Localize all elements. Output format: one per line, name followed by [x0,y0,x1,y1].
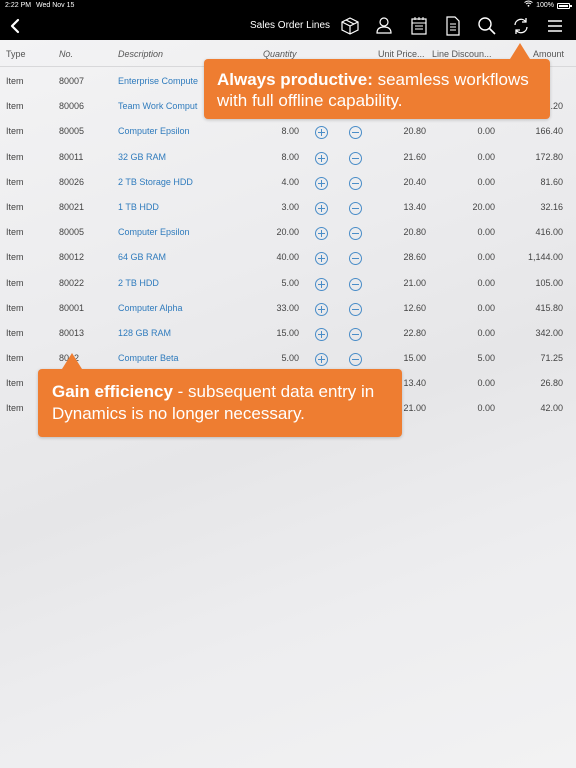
cell-line-discount: 0.00 [477,302,495,313]
cell-amount: 1,144.00 [527,252,563,263]
cell-no: 80011 [59,151,84,162]
table-row[interactable] [0,244,576,269]
menu-icon[interactable] [544,16,566,36]
table-row[interactable] [0,219,576,244]
cell-unit-price: 13.40 [403,201,426,212]
cell-type: Item [6,403,24,414]
plus-circle-icon[interactable] [315,177,328,190]
status-bar [0,0,576,12]
minus-circle-icon[interactable] [349,227,362,240]
cell-amount: 42.00 [540,403,563,414]
cell-type: Item [6,252,24,263]
col-quantity-header[interactable]: Quantity [263,49,297,59]
cell-description-link[interactable]: 64 GB RAM [118,252,167,263]
cell-line-discount: 0.00 [477,151,495,162]
cell-amount: 81.60 [540,176,563,187]
minus-circle-icon[interactable] [349,353,362,366]
sales-lines-table [0,68,576,421]
cell-quantity: 15.00 [276,327,299,338]
wifi-icon [524,0,533,12]
minus-circle-icon[interactable] [349,328,362,341]
status-time: 2:22 PM [5,2,32,9]
col-amount-header[interactable]: Amount [532,49,564,59]
package-icon[interactable] [339,16,361,36]
cell-unit-price: 21.00 [403,403,426,414]
minus-circle-icon[interactable] [349,152,362,165]
callout-text [217,69,550,111]
page-title: Sales Order Lines [250,20,331,31]
cell-unit-price: 12.60 [403,302,426,313]
cell-type: Item [6,101,24,112]
search-icon[interactable] [476,16,498,36]
callout-body: - subsequent data entry in Dynamics is no longer necessary. [52,382,375,423]
cell-no: 80006 [59,101,85,112]
cell-description-link[interactable]: Computer Alpha [118,302,183,313]
minus-circle-icon[interactable] [349,278,362,291]
callout-bold: Gain efficiency [52,382,173,401]
cell-no: 80021 [59,201,85,212]
cell-type: Item [6,327,24,338]
callout-bold: Always productive: [217,70,373,89]
table-row[interactable] [0,118,576,143]
plus-circle-icon[interactable] [315,303,328,316]
cell-unit-price: 22.80 [403,327,426,338]
cell-quantity: 5.00 [281,353,299,364]
status-right [524,0,570,12]
cell-description-link[interactable]: Computer Epsilon [118,126,190,137]
cell-line-discount: 0.00 [477,126,495,137]
cell-line-discount: 5.00 [477,353,495,364]
table-row[interactable] [0,169,576,194]
cell-line-discount: 0.00 [477,252,495,263]
status-date: Wed Nov 15 [36,2,75,9]
cell-description-link[interactable]: 2 TB Storage HDD [118,176,193,187]
table-row[interactable] [0,144,576,169]
cell-type: Item [6,378,24,389]
cell-unit-price: 28.60 [403,252,426,263]
cell-type: Item [6,353,24,364]
cell-line-discount: 0.00 [477,176,495,187]
col-unit-price-header[interactable]: Unit Price... [378,49,425,59]
plus-circle-icon[interactable] [315,227,328,240]
cell-line-discount: 0.00 [477,403,495,414]
callout-arrow [510,43,530,59]
cell-amount: 416.00 [535,227,563,238]
cell-unit-price: 20.40 [403,176,426,187]
col-no-header[interactable]: No. [59,49,74,59]
cell-quantity: 20.00 [276,227,299,238]
cell-quantity: 4.00 [281,176,299,187]
cell-type: Item [6,151,24,162]
cell-description-link[interactable]: Computer Epsilon [118,227,190,238]
cell-unit-price: 20.80 [403,126,426,137]
plus-circle-icon[interactable] [315,202,328,215]
battery-icon [557,3,570,9]
cell-line-discount: 0.00 [477,327,495,338]
cell-type: Item [6,126,24,137]
cell-amount: 172.80 [535,151,563,162]
cell-quantity: 33.00 [276,302,299,313]
cell-no: 80001 [59,302,85,313]
cell-type: Item [6,277,24,288]
cell-amount: .20 [550,101,563,112]
back-chevron-icon[interactable] [8,16,24,36]
cell-type: Item [6,76,24,86]
cell-no: 80007 [59,76,85,86]
minus-circle-icon[interactable] [349,303,362,316]
cell-no: 80005 [59,227,85,238]
callout-gain-efficiency [38,369,402,437]
table-row[interactable] [0,270,576,295]
cell-line-discount: 0.00 [477,277,495,288]
nav-bar [0,12,576,40]
callout-always-productive [204,59,550,119]
minus-circle-icon[interactable] [349,177,362,190]
cell-unit-price: 13.40 [403,378,426,389]
minus-circle-icon[interactable] [349,202,362,215]
cell-unit-price: 21.00 [403,277,426,288]
cell-amount: 26.80 [540,378,563,389]
plus-circle-icon[interactable] [315,152,328,165]
cell-type: Item [6,302,24,313]
cell-quantity: 40.00 [276,252,299,263]
cell-amount: 71.25 [540,353,563,364]
cell-description-link[interactable]: 2 TB HDD [118,277,159,288]
plus-circle-icon[interactable] [315,278,328,291]
cell-amount: 415.80 [535,302,563,313]
cell-description-link[interactable]: Team Work Comput [118,101,198,112]
cell-quantity: 3.00 [281,201,299,212]
callout-arrow [62,353,82,369]
cell-quantity: 8.00 [281,126,299,137]
plus-circle-icon[interactable] [315,252,328,265]
battery-percent: 100% [536,2,554,9]
col-description-header[interactable]: Description [118,49,164,59]
cell-type: Item [6,201,24,212]
cell-quantity: 8.00 [281,151,299,162]
cell-description-link[interactable]: 1 TB HDD [118,201,159,212]
cell-description-link[interactable]: Enterprise Compute [118,76,199,86]
col-line-discount-header[interactable]: Line Discoun... [432,49,492,59]
cell-unit-price: 21.60 [403,151,426,162]
cell-line-discount: 0.00 [477,227,495,238]
table-row[interactable] [0,345,576,370]
callout-body: seamless workflows with full offline capability. [217,70,529,110]
col-type-header[interactable]: Type [6,49,26,59]
cell-no: 80_2 [59,353,80,364]
person-icon[interactable] [373,16,395,36]
cell-type: Item [6,176,24,187]
plus-circle-icon[interactable] [315,126,328,139]
cell-no: 80005 [59,126,85,137]
table-row[interactable] [0,194,576,219]
cell-quantity: 5.00 [281,277,299,288]
cell-line-discount: 20.00 [472,201,495,212]
cell-no: 80012 [59,252,85,263]
table-row[interactable] [0,320,576,345]
plus-circle-icon[interactable] [315,353,328,366]
callout-text [52,381,402,425]
cell-description-link[interactable]: 32 GB RAM [118,151,167,162]
document-icon[interactable] [442,16,464,36]
cell-amount: 32.16 [540,201,563,212]
cell-no: 80013 [59,327,85,338]
cell-description-link[interactable]: 128 GB RAM [118,327,172,338]
sync-icon[interactable] [510,16,532,36]
cell-no: 80022 [59,277,85,288]
cell-line-discount: 0.00 [477,378,495,389]
cell-no: 80026 [59,176,85,187]
minus-circle-icon[interactable] [349,252,362,265]
cell-amount: 166.40 [535,126,563,137]
table-row[interactable] [0,295,576,320]
calendar-icon[interactable] [408,16,430,36]
cell-amount: 105.00 [535,277,563,288]
cell-description-link[interactable]: Computer Beta [118,353,179,364]
cell-type: Item [6,227,24,238]
cell-amount: 342.00 [535,327,563,338]
minus-circle-icon[interactable] [349,126,362,139]
plus-circle-icon[interactable] [315,328,328,341]
cell-unit-price: 15.00 [403,353,426,364]
cell-unit-price: 20.80 [403,227,426,238]
